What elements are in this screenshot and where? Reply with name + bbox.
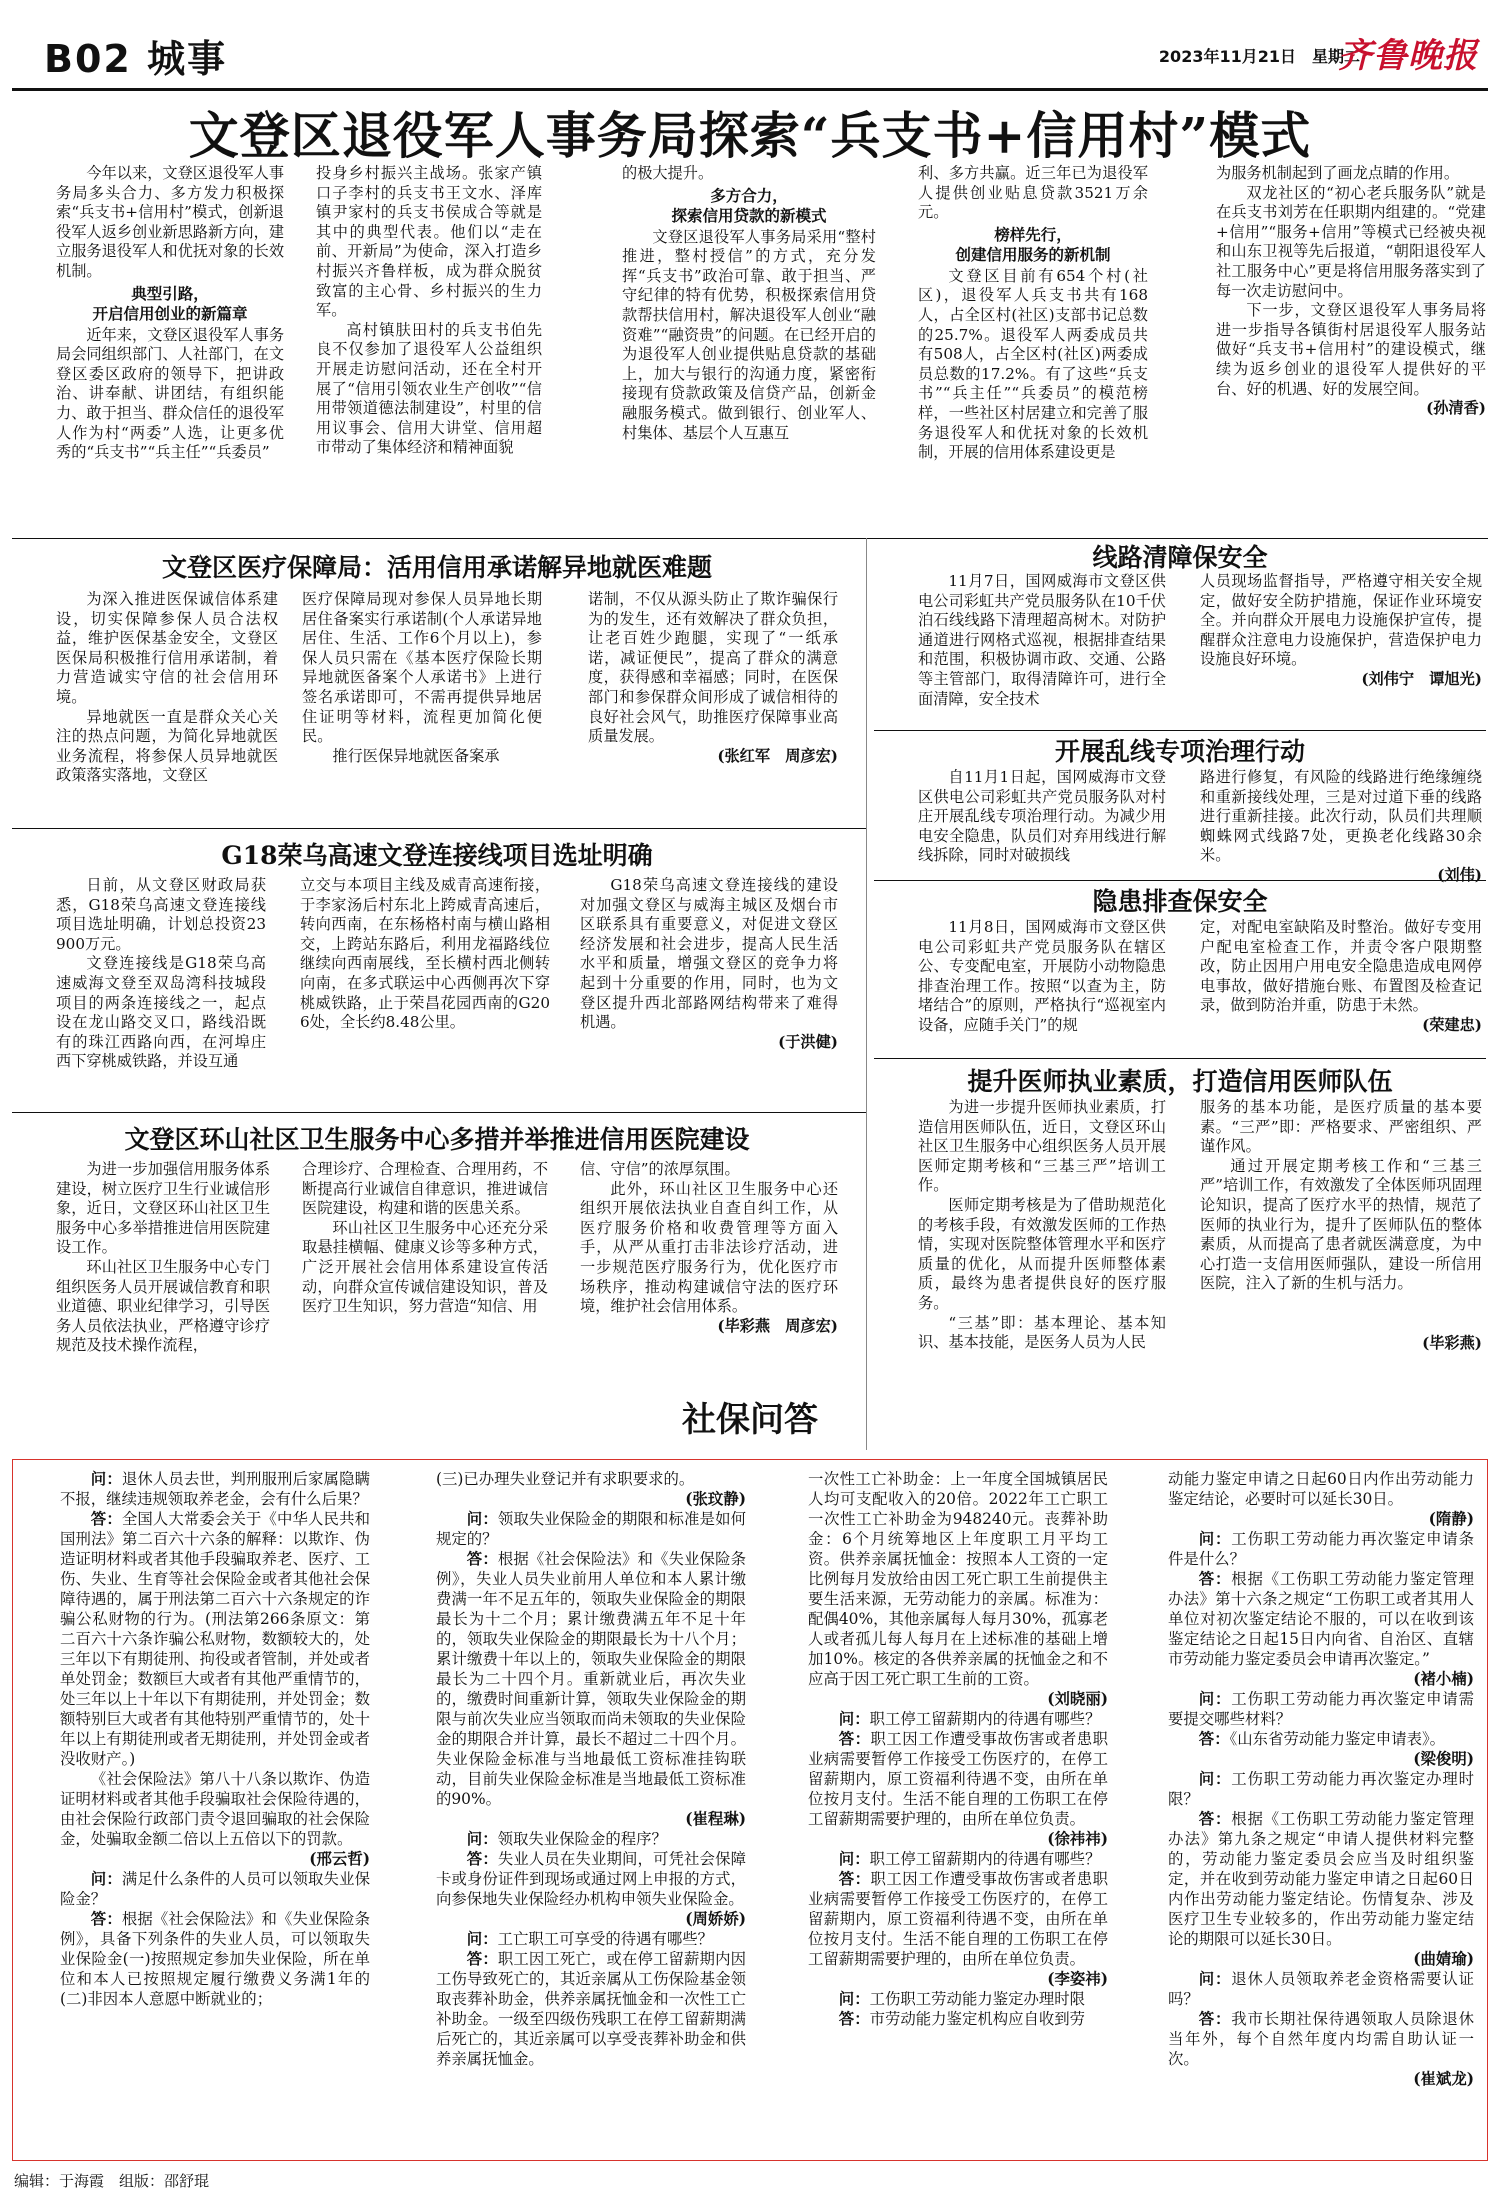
- a4-headline: 文登区环山社区卫生服务中心多措并举推进信用医院建设: [124, 1125, 750, 1154]
- qa-entry: [60, 1509, 370, 1769]
- qa-byline: (褚小楠): [1413, 1670, 1474, 1688]
- qa-marker: 答：: [1198, 1730, 1230, 1748]
- qa-marker: 问：: [1198, 1770, 1232, 1788]
- qa-text: 《社会保险法》第八十八条以欺诈、伪造证明材料或者其他手段骗取社会保险待遇的，由社会保险行政部门责令退回骗取的社会保险金，处骗取金额二倍以上五倍以下的罚款。: [60, 1770, 370, 1848]
- a4-byline: (毕彩燕 周彦宏): [717, 1316, 838, 1335]
- qa-marker: 问：: [838, 1990, 870, 2008]
- qa-byline: (崔斌龙): [1413, 2070, 1474, 2088]
- qa-marker: 答：: [1198, 1570, 1232, 1588]
- lead-subhead-1: 典型引路， 开启信用创业的新篇章: [92, 283, 248, 323]
- qa-entry: [1168, 1569, 1474, 1669]
- b2-col-1: 自11月1日起，国网威海市文登区供电公司彩虹共产党员服务队对村庄开展乱线专项治理行动。为减少用电安全隐患，队员们对弃用线进行解线拆除，同时对破损线: [918, 768, 1166, 865]
- b1-byline: (刘伟宁 谭旭光): [1361, 669, 1482, 688]
- qa-marker: 答：: [90, 1510, 122, 1528]
- qa-byline: (隋静): [1428, 1510, 1474, 1528]
- b2-bottom-rule: [874, 880, 1486, 881]
- qa-text: 动能力鉴定申请之日起60日内作出劳动能力鉴定结论，必要时可以延长30日。: [1168, 1470, 1474, 1508]
- qa-marker: 答：: [838, 2010, 870, 2028]
- a4-col-3: 信、守信”的浓厚氛围。 此外，环山社区卫生服务中心还组织开展依法执业自查自纠工作，从医疗服务价格和收费管理等方面入手，从严从重打击非法诊疗活动，进一步规范医疗服务行为，优化医疗市场秩序，推动构建诚信守法的医疗环境，维护社会信用体系。 (毕彩燕 周彦宏): [580, 1160, 838, 1335]
- qa-marker: 答：: [838, 1730, 871, 1748]
- lead-col-1: 今年以来，文登区退役军人事务局多头合力、多方发力积极探索“兵支书+信用村”模式，创新退役军人返乡创业新思路新方向，建立服务退役军人和优抚对象的长效机制。 典型引路， 开启信用创业的新篇章 近年来，文登区退役军人事务局会同组织部门、人社部门，在文登区委区政府的领导下，把讲政治、讲奉献、讲团结，有组织能力、敢于担当、群众信任的退役军人作为村“两委”人选，让更多优秀的“兵支书”“兵主任”“兵委员”: [56, 164, 284, 462]
- lead-col-2: 投身乡村振兴主战场。张家产镇口子李村的兵支书王文水、泽库镇尹家村的兵支书侯成合等就是其中的典型代表。他们以“走在前、开新局”为使命，深入打造乡村振兴齐鲁样板，成为群众脱贫致富的主心骨、乡村振兴的生力军。 高村镇肤田村的兵支书伯先良不仅参加了退役军人公益组织开展走访慰问活动，还在全村开展了“信用引领农业生产创收”“信用带领道德法制建设”，村里的信用议事会、信用大讲堂、信用超市带动了集体经济和精神面貌: [316, 164, 542, 457]
- qa-text: 根据《社会保险法》和《失业保险条例》，具备下列条件的失业人员，可以领取失业保险金(一)按照规定参加失业保险，所在单位和本人已按照规定履行缴费义务满1年的(二)非因本人意愿中断就业的；: [60, 1910, 370, 2008]
- a3-bottom-rule: [12, 1112, 866, 1113]
- qa-col-2: [436, 1469, 746, 2069]
- b3-byline: (荣建忠): [1422, 1015, 1482, 1034]
- b2-headline: 开展乱线专项治理行动: [1054, 737, 1305, 766]
- a4-col-2: 合理诊疗、合理检查、合理用药，不断提高行业诚信自律意识，推进诚信医院建设，构建和谐的医患关系。 环山社区卫生服务中心还充分采取悬挂横幅、健康义诊等多种方式，广泛开展社会信用体系建设宣传活动，向群众宣传诚信建设知识，普及医疗卫生知识，努力营造“知信、用: [302, 1160, 548, 1316]
- qa-entry: [436, 1849, 746, 1909]
- qa-entry: [436, 1929, 746, 1949]
- qa-marker: 问：: [838, 1850, 870, 1868]
- qa-text: 职工因工作遭受事故伤害或者患职业病需要暂停工作接受工伤医疗的，在停工留薪期内，原工资福利待遇不变，由所在单位按月支付。生活不能自理的工伤职工在停工留薪期需要护理的，由所在单位负责。: [808, 1730, 1108, 1828]
- qa-text: 全国人大常委会关于《中华人民共和国刑法》第二百六十六条的解释：以欺诈、伪造证明材料或者其他手段骗取养老、医疗、工伤、失业、生育等社会保险金或者其他社会保障待遇的，属于刑法第二百六十六条规定的诈骗公私财物的行为。(刑法第266条原文：第二百六十六条诈骗公私财物，数额较大的，处三年以下有期徒刑、拘役或者管制，并处或者单处罚金；数额巨大或者有其他严重情节的，处三年以上十年以下有期徒刑，并处罚金；数额特别巨大或者有其他特别严重情节的，处十年以上有期徒刑或者无期徒刑，并处罚金或者没收财产。): [60, 1510, 370, 1768]
- qa-byline: (梁俊明): [1413, 1750, 1474, 1768]
- a2-col-3: 诺制，不仅从源头防止了欺诈骗保行为的发生，还有效解决了群众负担，让老百姓少跑腿，实现了“一纸承诺，减证便民”，提高了群众的满意度，获得感和幸福感；同时，在医保部门和参保群众间形成了诚信相待的良好社会风气，助推医疗保障事业高质量发展。 (张红军 周彦宏): [588, 590, 838, 765]
- qa-marker: 问：: [1198, 1970, 1232, 1988]
- lead-subhead-3: 榜样先行， 创建信用服务的新机制: [955, 224, 1111, 264]
- qa-text: 工伤职工劳动能力再次鉴定申请需要提交哪些材料？: [1168, 1690, 1474, 1728]
- qa-text: 市劳动能力鉴定机构应自收到劳: [869, 2010, 1086, 2028]
- qa-text: 职工停工留薪期内的待遇有哪些？: [869, 1710, 1101, 1728]
- b1-bottom-rule: [874, 730, 1486, 731]
- qa-entry: [60, 1869, 370, 1909]
- qa-marker: 问：: [90, 1470, 122, 1488]
- qa-text: 根据《社会保险法》和《失业保险条例》，失业人员失业前用人单位和本人累计缴费满一年不足五年的，领取失业保险金的期限最长为十二个月；累计缴费满五年不足十年的，领取失业保险金的期限最长为十八个月；累计缴费十年以上的，领取失业保险金的期限最长为二十四个月。重新就业后，再次失业的，缴费时间重新计算，领取失业保险金的期限与前次失业应当领取而尚未领取的失业保险金的期限合并计算，最长不超过二十四个月。失业保险金标准与当地最低工资标准挂钩联动，目前失业保险金标准是当地最低工资标准的90%。: [436, 1550, 746, 1808]
- qa-title: 社保问答: [682, 1400, 818, 1440]
- a3-headline: G18荣乌高速文登连接线项目选址明确: [221, 841, 653, 870]
- lead-col-4: 利、多方共赢。近三年已为退役军人提供创业贴息贷款3521万余元。 榜样先行， 创建信用服务的新机制 文登区目前有654个村(社区)，退役军人兵支书共有168人，占全区村(社区)支部书记总数的25.7%。退役军人两委成员共有508人，占全区村(社区)两委成员总数的17.2%。有了这些“兵支书”“兵主任”“兵委员”的模范榜样，一些社区村居建立和完善了服务退役军人和优抚对象的长效机制，开展的信用体系建设更是: [918, 164, 1148, 462]
- qa-entry: [1168, 1689, 1474, 1729]
- qa-text: 工亡职工可享受的待遇有哪些？: [497, 1930, 714, 1948]
- qa-text: 退休人员领取养老金资格需要认证吗？: [1168, 1970, 1474, 2008]
- a2-byline: (张红军 周彦宏): [717, 746, 838, 765]
- b1-col-1: 11月7日，国网威海市文登区供电公司彩虹共产党员服务队在10千伏泊石线线路下清理超高树木。对防护通道进行网格式巡视，根据排查结果和范围，积极协调市政、交通、公路等主管部门，取得清障许可，进行全面清障，安全技术: [918, 572, 1166, 708]
- b4-headline: 提升医师执业素质，打造信用医师队伍: [967, 1067, 1393, 1096]
- qa-text: 失业人员在失业期间，可凭社会保障卡或身份证件到现场或通过网上申报的方式，向参保地失业保险经办机构申领失业保险金。: [436, 1850, 746, 1908]
- qa-text: 职工因工作遭受事故伤害或者患职业病需要暂停工作接受工伤医疗的，在停工留薪期内，原工资福利待遇不变，由所在单位按月支付。生活不能自理的工伤职工在停工留薪期需要护理的，由所在单位负责。: [808, 1870, 1108, 1968]
- section-label: B02 城事: [44, 37, 228, 81]
- a2-headline: 文登区医疗保障局：活用信用承诺解异地就医难题: [161, 553, 712, 582]
- qa-byline: (周娇娇): [685, 1910, 746, 1928]
- qa-byline: (崔程琳): [685, 1810, 746, 1828]
- page-footer: 编辑：于海霞 组版：邵舒琨: [14, 2172, 210, 2190]
- b3-col-1: 11月8日，国网威海市文登区供电公司彩虹共产党员服务队在辖区公、专变配电室，开展防小动物隐患排查治理工作。按照“以查为主，防堵结合”的原则，严格执行“巡视室内设备，应随手关门”的规: [918, 918, 1166, 1034]
- qa-marker: 答：: [1198, 2010, 1232, 2028]
- qa-text: 根据《工伤职工劳动能力鉴定管理办法》第十六条之规定“工伤职工或者其用人单位对初次鉴定结论不服的，可以在收到该鉴定结论之日起15日内向省、自治区、直辖市劳动能力鉴定委员会申请再次鉴定。”: [1168, 1570, 1474, 1668]
- b4-col-2: 服务的基本功能，是医疗质量的基本要素。“三严”即：严格要求、严密组织、严谨作风。 通过开展定期考核工作和“三基三严”培训工作，有效激发了全体医师巩固理论知识，提高了医疗水平的热情，规范了医师的执业行为，提升了医师队伍的整体素质，从而提高了患者就医满意度，为中心打造一支信用医师强队，建设一所信用医院，注入了新的生机与活力。 (毕彩燕): [1200, 1098, 1482, 1352]
- lead-byline: (孙清香): [1426, 399, 1486, 418]
- b3-col-2: 定，对配电室缺陷及时整治。做好专变用户配电室检查工作，并责令客户限期整改，防止因用户用电安全隐患造成电网停电事故，做好措施台账、布置图及检查记录，做到防治并重，防患于未然。 (荣建忠): [1200, 918, 1482, 1034]
- qa-byline: (曲婧瑜): [1413, 1950, 1474, 1968]
- lead-subhead-2: 多方合力， 探索信用贷款的新模式: [671, 185, 827, 225]
- qa-entry: [1168, 1769, 1474, 1809]
- qa-entry: [808, 1849, 1108, 1869]
- b4-col-1: 为进一步提升医师执业素质，打造信用医师队伍，近日，文登区环山社区卫生服务中心组织医务人员开展医师定期考核和“三基三严”培训工作。 医师定期考核是为了借助规范化的考核手段，有效激发医师的工作热情，实现对医院整体管理水平和医疗质量的优化，从而提升医师整体素质，最终为患者提供良好的医疗服务。 “三基”即：基本理论、基本知识、基本技能，是医务人员为人民: [918, 1098, 1166, 1352]
- qa-text: 退休人员去世，判刑服刑后家属隐瞒不报，继续违规领取养老金，会有什么后果？: [60, 1470, 370, 1508]
- column-divider: [866, 538, 867, 1450]
- lead-headline: 文登区退役军人事务局探索“兵支书+信用村”模式: [188, 106, 1312, 165]
- a2-bottom-rule: [12, 828, 866, 829]
- b2-byline: (刘伟): [1437, 865, 1482, 884]
- qa-entry: [808, 1469, 1108, 1689]
- qa-marker: 问：: [1198, 1690, 1232, 1708]
- qa-marker: 问：: [466, 1930, 498, 1948]
- b1-headline: 线路清障保安全: [1092, 543, 1268, 572]
- qa-entry: [808, 1709, 1108, 1729]
- qa-marker: 答：: [466, 1950, 498, 1968]
- qa-entry: [1168, 1469, 1474, 1509]
- qa-entry: [436, 1469, 746, 1489]
- qa-marker: 问：: [466, 1510, 498, 1528]
- qa-marker: 答：: [466, 1850, 498, 1868]
- qa-text: 工伤职工劳动能力鉴定办理时限: [869, 1990, 1086, 2008]
- b3-headline: 隐患排查保安全: [1092, 887, 1268, 916]
- qa-text: 领取失业保险金的程序？: [497, 1830, 667, 1848]
- qa-text: 工伤职工劳动能力再次鉴定办理时限？: [1168, 1770, 1474, 1808]
- qa-text: 满足什么条件的人员可以领取失业保险金？: [60, 1870, 370, 1908]
- lead-col-3: 的极大提升。 多方合力， 探索信用贷款的新模式 文登区退役军人事务局采用“整村推进，整村授信”的方式，充分发挥“兵支书”政治可靠、敢于担当、严守纪律的特有优势，积极探索信用贷款帮扶信用村，解决退役军人创业“融资难”“融资贵”的问题。在已经开启的为退役军人创业提供贴息贷款的基础上，加大与银行的沟通力度，紧密衔接现有贷款政策及信贷产品，创新金融服务模式。做到银行、创业军人、村集体、基层个人互惠互: [622, 164, 876, 442]
- a3-col-3: G18荣乌高速文登连接线的建设对加强文登区与威海主城区及烟台市区联系具有重要意义，对促进文登区经济发展和社会进步，提高人民生活水平和质量，增强文登区的竞争力将起到十分重要的作用，同时，也为文登区提升西北部路网结构带来了难得机遇。 (于洪健): [580, 876, 838, 1051]
- qa-text: 工伤职工劳动能力再次鉴定申请条件是什么？: [1168, 1530, 1474, 1568]
- qa-marker: 答：: [1198, 1810, 1232, 1828]
- qa-entry: [808, 1989, 1108, 2009]
- qa-text: 职工停工留薪期内的待遇有哪些？: [869, 1850, 1101, 1868]
- a3-byline: (于洪健): [778, 1032, 838, 1051]
- dateline: 2023年11月21日 星期二: [1158, 47, 1360, 66]
- qa-text: (三)已办理失业登记并有求职要求的。: [436, 1470, 695, 1488]
- qa-marker: 问：: [466, 1830, 498, 1848]
- a2-col-2: 医疗保障局现对参保人员异地长期居住备案实行承诺制(个人承诺异地居住、生活、工作6个月以上)，参保人员只需在《基本医疗保险长期异地就医备案个人承诺书》上进行签名承诺即可，不需再提供异地居住证明等材料，流程更加简化便民。 推行医保异地就医备案承: [302, 590, 542, 765]
- masthead: [12, 22, 1488, 92]
- qa-text: 领取失业保险金的期限和标准是如何规定的？: [436, 1510, 746, 1548]
- qa-byline: (张玟静): [685, 1490, 746, 1508]
- qa-text: 根据《工伤职工劳动能力鉴定管理办法》第九条之规定“申请人提供材料完整的，劳动能力鉴定委员会应当及时组织鉴定，并在收到劳动能力鉴定申请之日起60日内作出劳动能力鉴定结论。伤情复杂、涉及医疗卫生专业较多的，作出劳动能力鉴定结论的期限可以延长30日。: [1168, 1810, 1474, 1948]
- qa-marker: 问：: [838, 1710, 870, 1728]
- qa-entry: [1168, 1529, 1474, 1569]
- qa-entry: [1168, 1969, 1474, 2009]
- newspaper-logo: 齐鲁晚报: [1338, 36, 1478, 76]
- qa-byline: (李姿祎): [1047, 1970, 1108, 1988]
- qa-text: 我市长期社保待遇领取人员除退休当年外，每个自然年度内均需自助认证一次。: [1168, 2010, 1474, 2068]
- b3-bottom-rule: [874, 1058, 1486, 1059]
- qa-marker: 答：: [838, 1870, 871, 1888]
- b4-byline: (毕彩燕): [1422, 1333, 1482, 1352]
- qa-entry: [1168, 1729, 1474, 1749]
- qa-entry: [1168, 2009, 1474, 2069]
- qa-entry: [1168, 1809, 1474, 1949]
- qa-entry: [808, 1729, 1108, 1829]
- qa-text: 《山东省劳动能力鉴定申请表》。: [1229, 1730, 1446, 1748]
- a2-col-1: 为深入推进医保诚信体系建设，切实保障参保人员合法权益，维护医保基金安全，文登区医保局积极推行信用承诺制，着力营造诚实守信的社会信用环境。 异地就医一直是群众关心关注的热点问题，为简化异地就医业务流程，将参保人员异地就医政策落实落地，文登区: [56, 590, 278, 785]
- b1-col-2: 人员现场监督指导，严格遵守相关安全规定，做好安全防护措施，保证作业环境安全。并向群众开展电力设施保护宣传，提醒群众注意电力设施保护，营造保护电力设施良好环境。 (刘伟宁 谭旭光): [1200, 572, 1482, 688]
- qa-marker: 答：: [466, 1550, 498, 1568]
- qa-entry: [436, 1949, 746, 2069]
- a4-col-1: 为进一步加强信用服务体系建设，树立医疗卫生行业诚信形象，近日，文登区环山社区卫生服务中心多举措推进信用医院建设工作。 环山社区卫生服务中心专门组织医务人员开展诚信教育和职业道德、职业纪律学习，引导医务人员依法执业，严格遵守诊疗规范及技术操作流程，: [56, 1160, 270, 1355]
- qa-entry: [808, 2009, 1108, 2029]
- qa-col-1: [60, 1469, 370, 2009]
- qa-entry: [60, 1909, 370, 2009]
- qa-marker: 答：: [90, 1910, 122, 1928]
- qa-entry: [436, 1549, 746, 1809]
- qa-byline: (刘晓丽): [1047, 1690, 1108, 1708]
- a3-col-1: 日前，从文登区财政局获悉，G18荣乌高速文登连接线项目选址明确，计划总投资23900万元。 文登连接线是G18荣乌高速威海文登至双岛湾科技城段项目的两条连接线之一，起点设在龙山路交叉口，路线沿既有的珠江西路向西，在河埠庄西下穿桃威铁路，并设互通: [56, 876, 266, 1071]
- qa-entry: [60, 1469, 370, 1509]
- masthead-rule: [12, 88, 1488, 91]
- qa-text: 一次性工亡补助金：上一年度全国城镇居民人均可支配收入的20倍。2022年工亡职工一次性工亡补助金为948240元。丧葬补助金：6个月统筹地区上年度职工月平均工资。供养亲属抚恤金：按照本人工资的一定比例每月发放给由因工死亡职工生前提供主要生活来源，无劳动能力的亲属。标准为：配偶40%，其他亲属每人每月30%，孤寡老人或者孤儿每人每月在上述标准的基础上增加10%。核定的各供养亲属的抚恤金之和不应高于因工死亡职工生前的工资。: [808, 1470, 1108, 1688]
- a3-col-2: 立交与本项目主线及威青高速衔接，于李家汤后村东北上跨威青高速后，转向西南，在东杨格村南与横山路相交，上跨站东路后，利用龙福路线位继续向西南展线，至长横村西北侧转向南，在多式联运中心西侧再次下穿桃威铁路，止于荣昌花园西南的G206处，全长约8.48公里。: [300, 876, 550, 1032]
- qa-byline: (邢云哲): [309, 1850, 370, 1868]
- qa-marker: 问：: [1198, 1530, 1232, 1548]
- qa-text: 职工因工死亡，或在停工留薪期内因工伤导致死亡的，其近亲属从工伤保险基金领取丧葬补助金，供养亲属抚恤金和一次性工亡补助金。一级至四级伤残职工在停工留薪期满后死亡的，其近亲属可以享受丧葬补助金和供养亲属抚恤金。: [436, 1950, 746, 2068]
- qa-byline: (徐祎祎): [1047, 1830, 1108, 1848]
- qa-col-3: [808, 1469, 1108, 2029]
- b2-col-2: 路进行修复，有风险的线路进行绝缘缠绕和重新接线处理，三是对过道下垂的线路进行重新挂接。此次行动，队员们共理顺蜘蛛网式线路7处，更换老化线路30余米。 (刘伟): [1200, 768, 1482, 884]
- qa-entry: [808, 1869, 1108, 1969]
- qa-marker: 问：: [90, 1870, 122, 1888]
- qa-entry: [436, 1829, 746, 1849]
- qa-entry: [436, 1509, 746, 1549]
- qa-col-4: [1168, 1469, 1474, 2089]
- qa-entry: [60, 1769, 370, 1849]
- lead-col-5: 为服务机制起到了画龙点睛的作用。 双龙社区的“初心老兵服务队”就是在兵支书刘芳在任职期内组建的。“党建+信用”“服务+信用”等模式已经被央视和山东卫视等先后报道，“朝阳退役军人社工服务中心”更是将信用服务落实到了每一次走访慰问中。 下一步，文登区退役军人事务局将进一步指导各镇街村居退役军人服务站做好“兵支书+信用村”的建设模式，继续为返乡创业的退役军人提供好的平台、好的机遇、好的发展空间。 (孙清香): [1216, 164, 1486, 418]
